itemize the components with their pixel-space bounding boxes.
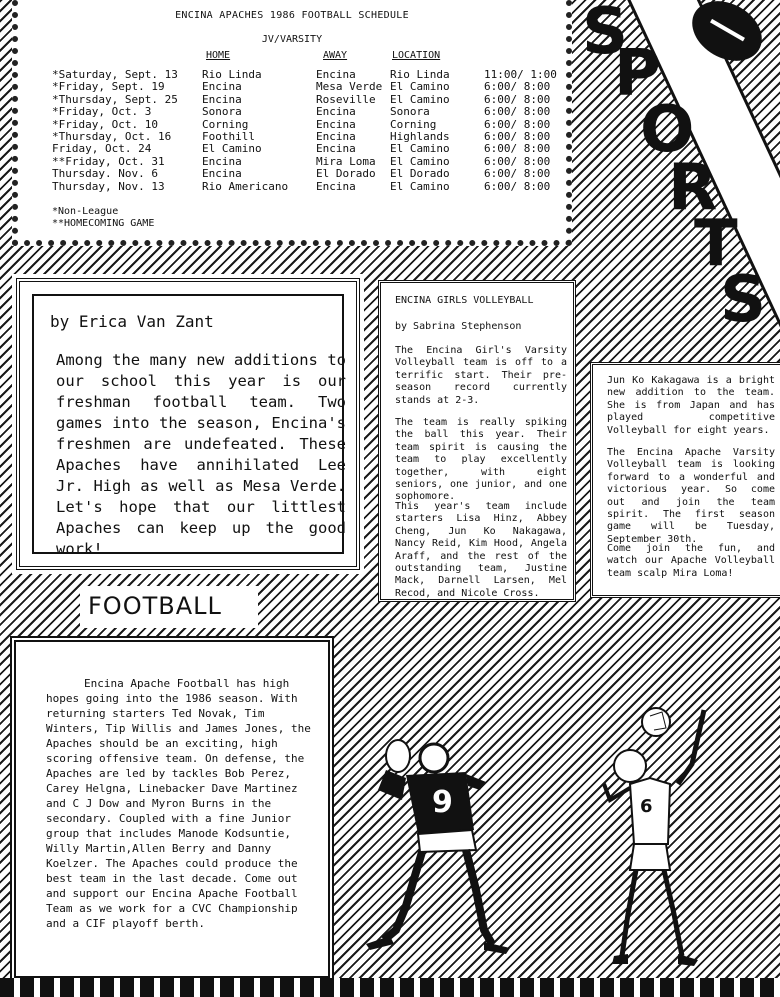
cell-away: Mira Loma: [316, 154, 376, 168]
cell-date: Thursday, Nov. 13: [52, 179, 165, 193]
sports-letter: T: [694, 207, 738, 281]
cell-time: 6:00/ 8:00: [484, 154, 551, 168]
football-schedule: [12, 0, 572, 246]
cell-location: El Camino: [390, 179, 450, 193]
cell-date: *Friday, Oct. 3: [52, 105, 152, 119]
football-player-illustration: [356, 730, 516, 960]
schedule-row: [18, 93, 566, 105]
sports-banner: [578, 0, 780, 360]
cell-home: Encina: [202, 167, 242, 181]
jersey-number: 6: [640, 796, 653, 817]
volleyball-player-illustration: [594, 704, 724, 974]
schedule-row: [18, 68, 566, 80]
cell-time: 6:00/ 8:00: [484, 105, 551, 119]
volleyball-article: [378, 280, 576, 602]
volleyball-article-continued: [590, 362, 780, 598]
cell-date: *Thursday, Oct. 16: [52, 130, 172, 143]
jersey-number: 9: [432, 785, 453, 820]
freshman-football-article: [16, 278, 360, 570]
cell-away: Encina: [316, 142, 356, 156]
cell-location: El Camino: [390, 80, 450, 94]
note-non-league: *Non-League: [52, 206, 119, 217]
header-home: HOME: [206, 50, 231, 61]
schedule-row: [18, 105, 566, 117]
volleyball-byline: by Sabrina Stephenson: [395, 321, 522, 332]
article-body: Among the many new additions to our school this year is our freshman football team. Two games into the season, Encina's freshmen are undefeated. These Apaches have annihilated Lee Jr. High as well as Mesa Verde. Let's hope that our littlest Apaches can keep up the good work!: [56, 351, 346, 558]
sports-letter: O: [640, 93, 695, 167]
cell-away: Mesa Verde: [316, 80, 383, 94]
cell-home: Encina: [202, 80, 242, 94]
cell-location: Rio Linda: [390, 68, 450, 81]
byline: by Erica Van Zant: [50, 312, 214, 331]
sports-letter: R: [668, 151, 718, 225]
cell-location: El Dorado: [390, 167, 450, 181]
schedule-row: [18, 180, 566, 192]
cell-away: Encina: [316, 130, 356, 143]
volleyball-paragraph-6: Come join the fun, and watch our Apache Volleyball team scalp Mira Loma!: [607, 543, 775, 579]
sports-letter: S: [582, 0, 629, 69]
cell-home: Encina: [202, 92, 242, 106]
cell-location: Sonora: [390, 105, 430, 119]
cell-away: Encina: [316, 105, 356, 119]
cell-location: El Camino: [390, 142, 450, 156]
cell-home: Corning: [202, 117, 249, 131]
football-article: [10, 636, 334, 982]
cell-home: Encina: [202, 154, 242, 168]
football-heading-box: [80, 586, 258, 628]
cell-time: 11:00/ 1:00: [484, 68, 557, 81]
schedule-row: [18, 130, 566, 142]
football-heading: FOOTBALL: [88, 592, 222, 620]
cell-away: Encina: [316, 117, 356, 131]
sports-letter: S: [720, 263, 767, 337]
schedule-row: [18, 80, 566, 92]
note-homecoming: **HOMECOMING GAME: [52, 218, 155, 229]
volleyball-paragraph-4: Jun Ko Kakagawa is a bright new addition to the team. She is from Japan and has played competitive Volleyball for eight years.: [607, 375, 775, 436]
cell-date: *Friday, Oct. 10: [52, 117, 158, 131]
cell-time: 6:00/ 8:00: [484, 142, 551, 156]
cell-time: 6:00/ 8:00: [484, 179, 551, 193]
schedule-row: [18, 167, 566, 179]
schedule-row: [18, 118, 566, 130]
header-location: LOCATION: [392, 50, 441, 61]
decorative-border: [0, 978, 780, 997]
volleyball-paragraph-2: The team is really spiking the ball this year. Their team spirit is causing the team to play excellently together, with eight seniors, one junior, and one sophomore.: [395, 417, 567, 503]
football-body: Encina Apache Football has high hopes going into the 1986 season. With returning starters Ted Novak, Tim Winters, Tip Willis and James Jones, the Apaches should be an exciting, high scoring offensive team. On defense, the Apaches are led by tackles Bob Perez, Carey Helgna, Linebacker Dave Martinez and C J Dow and Myron Burns in the secondary. Coupled with a fine Junior group that includes Manode Kodsuntie, Willy Martin,Allen Berry and Danny Koelzer. The Apaches could produce the best team in the last decade. Come out and support our Encina Apache Football Team as we work for a CVC Championship and a CIF playoff berth.: [46, 677, 311, 930]
cell-date: Friday, Oct. 24: [52, 142, 152, 156]
cell-time: 6:00/ 8:00: [484, 80, 551, 94]
schedule-title: ENCINA APACHES 1986 FOOTBALL SCHEDULE: [175, 10, 409, 21]
cell-away: Roseville: [316, 92, 376, 106]
cell-date: **Friday, Oct. 31: [52, 154, 165, 168]
cell-location: Corning: [390, 117, 437, 131]
cell-away: Encina: [316, 179, 356, 193]
volleyball-paragraph-1: The Encina Girl's Varsity Volleyball team is off to a terrific start. Their pre-season record currently stands at 2-3.: [395, 345, 567, 406]
cell-time: 6:00/ 8:00: [484, 167, 551, 181]
schedule-subtitle: JV/VARSITY: [261, 34, 323, 45]
cell-home: Rio Americano: [202, 179, 289, 193]
cell-date: *Saturday, Sept. 13: [52, 68, 178, 81]
cell-date: *Friday, Sept. 19: [52, 80, 165, 94]
cell-location: Highlands: [390, 130, 450, 143]
cell-away: Encina: [316, 68, 356, 81]
cell-home: Sonora: [202, 105, 242, 119]
cell-date: *Thursday, Sept. 25: [52, 92, 178, 106]
cell-away: El Dorado: [316, 167, 376, 181]
cell-home: Rio Linda: [202, 68, 262, 81]
cell-date: Thursday. Nov. 6: [52, 167, 158, 181]
volleyball-heading: ENCINA GIRLS VOLLEYBALL: [395, 295, 534, 306]
cell-time: 6:00/ 8:00: [484, 117, 551, 131]
volleyball-paragraph-3: This year's team include starters Lisa Hinz, Abbey Cheng, Jun Ko Nakagawa, Nancy Reid, Kim Hood, Angela Araff, and the rest of the outstanding team, Justine Mack, Darnell Larsen, Mel Recod, and Nicole Cross.: [395, 501, 567, 599]
cell-home: Foothill: [202, 130, 255, 143]
header-away: AWAY: [323, 50, 348, 61]
cell-home: El Camino: [202, 142, 262, 156]
cell-time: 6:00/ 8:00: [484, 130, 551, 143]
schedule-row: [18, 142, 566, 154]
volleyball-paragraph-5: The Encina Apache Varsity Volleyball team is looking forward to a wonderful and victorious year. So come out and join the team spirit. The first season game will be Tuesday, September 30th.: [607, 447, 775, 545]
cell-location: El Camino: [390, 92, 450, 106]
schedule-row: [18, 155, 566, 167]
cell-time: 6:00/ 8:00: [484, 92, 551, 106]
cell-location: El Camino: [390, 154, 450, 168]
sports-letter: P: [614, 37, 661, 111]
